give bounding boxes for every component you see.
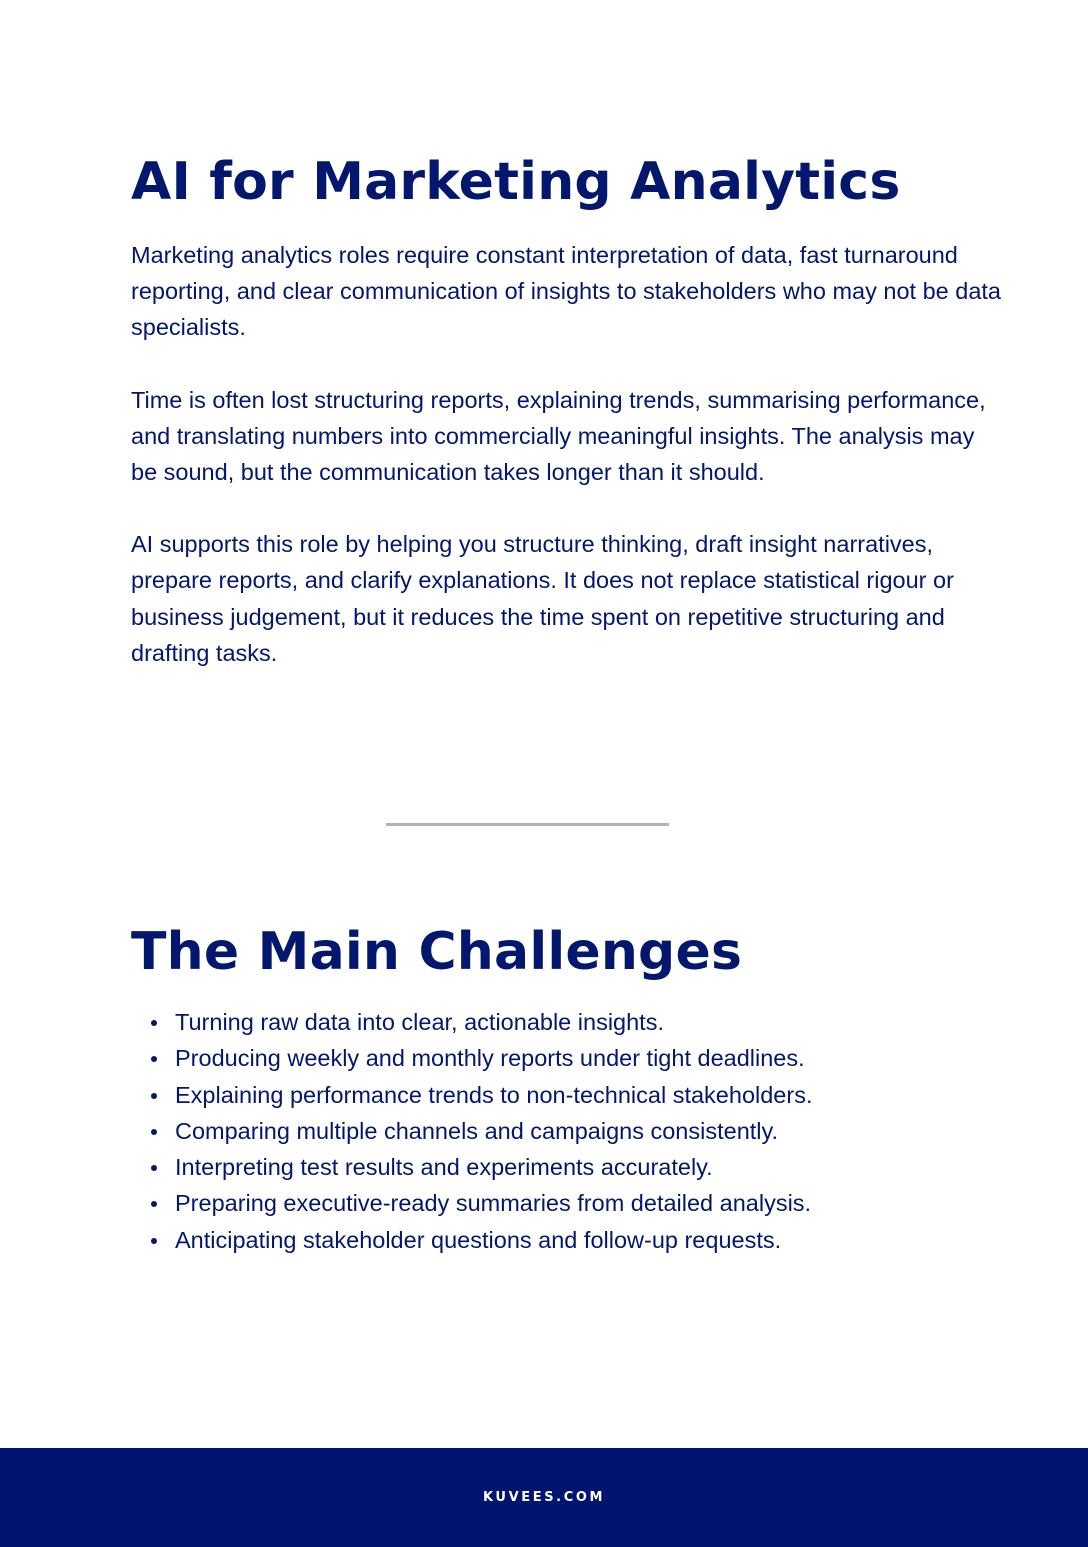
list-item-text: Interpreting test results and experiments accurately. [175, 1154, 713, 1181]
list-item [175, 1077, 812, 1113]
bullet-icon [151, 1129, 157, 1135]
list-item [175, 1040, 812, 1076]
bullet-icon [151, 1201, 157, 1207]
list-item-text: Turning raw data into clear, actionable insights. [175, 1009, 664, 1035]
section-title: The Main Challenges [131, 922, 743, 982]
bullet-icon [151, 1093, 157, 1099]
section-divider [386, 823, 669, 826]
footer-site-label: KUVEES.COM [482, 1490, 606, 1505]
page-title: AI for Marketing Analytics [131, 152, 901, 212]
list-item [175, 1222, 812, 1258]
list-item [175, 1149, 812, 1185]
list-item-text: Producing weekly and monthly reports under tight deadlines. [175, 1045, 805, 1072]
intro-paragraph: Time is often lost structuring reports, explaining trends, summarising performance, and translating numbers into commercially meaningful insights. The analysis may be sound, but the communication takes longer than it should. [131, 386, 986, 486]
bullet-icon [151, 1020, 157, 1026]
intro-paragraph: Marketing analytics roles require constant interpretation of data, fast turnaround reporting, and clear communication of insights to stakeholders who may not be data specialists. [131, 242, 1001, 341]
list-item-text: Explaining performance trends to non-technical stakeholders. [175, 1081, 813, 1108]
list-item-text: Anticipating stakeholder questions and follow-up requests. [175, 1226, 782, 1253]
bullet-icon [151, 1165, 157, 1171]
list-item [175, 1004, 812, 1040]
list-item [175, 1185, 812, 1221]
intro-paragraph: AI supports this role by helping you structure thinking, draft insight narratives, prepare reports, and clarify explanations. It does not replace statistical rigour or business judgement, but it reduces the time spent on repetitive structuring and drafting tasks. [131, 531, 954, 666]
intro-text [131, 237, 1001, 707]
list-item [175, 1113, 812, 1149]
challenges-list [131, 1004, 812, 1258]
bullet-icon [151, 1238, 157, 1244]
list-item-text: Preparing executive-ready summaries from detailed analysis. [175, 1190, 812, 1217]
footer-bar [0, 1448, 1088, 1547]
list-item-text: Comparing multiple channels and campaigns consistently. [175, 1117, 779, 1144]
bullet-icon [151, 1056, 157, 1062]
